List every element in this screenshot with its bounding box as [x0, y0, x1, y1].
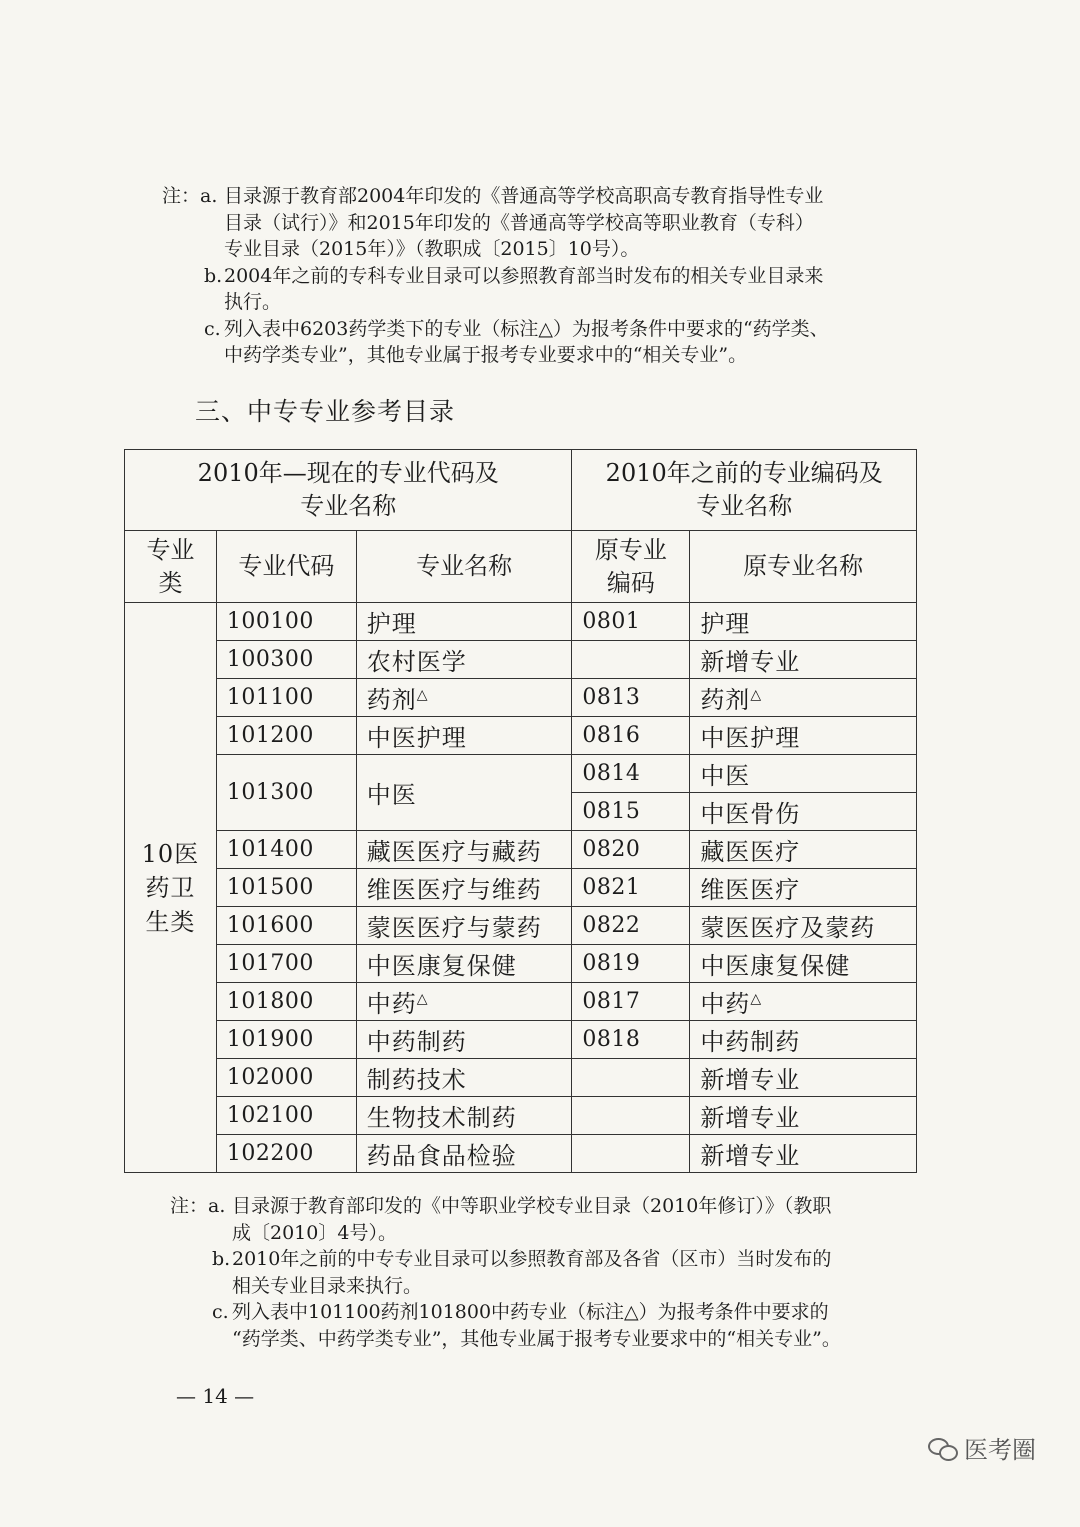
col-old-code: [572, 531, 690, 603]
note-a-line: 成〔2010〕4号）。: [232, 1221, 397, 1244]
header-old-line: 2010年之前的专业编码及: [605, 459, 883, 487]
category-cell: [125, 603, 217, 1173]
note-b-lead: b.: [212, 1248, 231, 1270]
table-row: [125, 717, 917, 755]
old-name-cell: [690, 983, 917, 1021]
old-name-cell: 中医骨伤: [690, 793, 917, 831]
old-code-cell: [572, 641, 690, 679]
table-row: [125, 1021, 917, 1059]
name-cell: 维医医疗与维药: [356, 869, 572, 907]
note-a-line: 目录源于教育部2004年印发的《普通高等学校高职高专教育指导性专业: [224, 185, 824, 207]
header-old: [572, 450, 917, 531]
table-row: [125, 1059, 917, 1097]
table-row: [125, 983, 917, 1021]
code-cell: 101300: [216, 755, 356, 831]
old-name-cell: 中药制药: [690, 1021, 917, 1059]
old-name-cell: 中医护理: [690, 717, 917, 755]
table-row: [125, 945, 917, 983]
code-cell: 100300: [216, 641, 356, 679]
col-code: 专业代码: [216, 531, 356, 603]
header-new-line: 2010年—现在的专业代码及: [197, 459, 499, 487]
table-row: [125, 641, 917, 679]
code-cell: 102000: [216, 1059, 356, 1097]
col-old-code-line: 编码: [606, 568, 655, 597]
watermark-text: 医考圈: [964, 1436, 1036, 1464]
code-cell: 101600: [216, 907, 356, 945]
note-a-line: 目录源于教育部印发的《中等职业学校专业目录（2010年修订）》（教职: [232, 1195, 832, 1217]
category-line: 生类: [145, 907, 196, 936]
mark: △: [750, 991, 763, 1007]
name-cell: 中医康复保健: [356, 945, 572, 983]
note-a-line: 专业目录（2015年）》（教职成〔2015〕10号）。: [224, 238, 640, 260]
col-category-line: 专业: [146, 535, 195, 564]
watermark: [928, 1430, 1036, 1465]
old-name-cell: 新增专业: [690, 1059, 917, 1097]
table-row: [125, 869, 917, 907]
old-code-cell: 0820: [572, 831, 690, 869]
header-new-line: 专业名称: [300, 492, 397, 520]
code-cell: 100100: [216, 603, 356, 641]
old-name-cell: 中医: [690, 755, 917, 793]
section-title: 三、中专专业参考目录: [195, 397, 456, 426]
old-code-cell: 0821: [572, 869, 690, 907]
old-name-text: 药剂: [700, 686, 751, 714]
col-category: [125, 531, 217, 603]
old-code-cell: [572, 1097, 690, 1135]
note-b-line: 2004年之前的专科专业目录可以参照教育部当时发布的相关专业目录来: [224, 264, 824, 287]
code-cell: 101100: [216, 679, 356, 717]
old-name-cell: 护理: [690, 603, 917, 641]
table-row: [125, 831, 917, 869]
mark: △: [416, 991, 429, 1007]
major-catalog-table: [124, 449, 917, 1173]
old-name-cell: 蒙医医疗及蒙药: [690, 907, 917, 945]
old-code-cell: 0801: [572, 603, 690, 641]
category-line: 10医: [141, 839, 200, 868]
code-cell: 102100: [216, 1097, 356, 1135]
name-cell: 农村医学: [356, 641, 572, 679]
note-b-line: 执行。: [224, 291, 282, 313]
old-name-text: 中药: [700, 990, 751, 1018]
old-name-cell: 新增专业: [690, 1135, 917, 1173]
note-b-lead: b.: [204, 264, 223, 287]
old-code-cell: [572, 1135, 690, 1173]
table-row: [125, 679, 917, 717]
old-code-cell: 0818: [572, 1021, 690, 1059]
old-code-cell: [572, 1059, 690, 1097]
table-row: [125, 907, 917, 945]
name-cell: [356, 679, 572, 717]
old-code-cell: 0813: [572, 679, 690, 717]
code-cell: 101200: [216, 717, 356, 755]
old-code-cell: 0822: [572, 907, 690, 945]
note-b-line: 相关专业目录来执行。: [232, 1274, 423, 1297]
name-cell: 中医: [356, 755, 572, 831]
name-cell: 中药制药: [356, 1021, 572, 1059]
old-name-cell: 维医医疗: [690, 869, 917, 907]
old-code-cell: 0814: [572, 755, 690, 793]
note-a-lead: 注：a.: [162, 185, 218, 207]
code-cell: 101700: [216, 945, 356, 983]
code-cell: 102200: [216, 1135, 356, 1173]
old-code-cell: 0816: [572, 717, 690, 755]
old-name-cell: 新增专业: [690, 1097, 917, 1135]
code-cell: 101900: [216, 1021, 356, 1059]
table-row: [125, 1097, 917, 1135]
name-cell: 中医护理: [356, 717, 572, 755]
table-row: [125, 1135, 917, 1173]
col-category-line: 类: [158, 568, 183, 597]
col-old-code-line: 原专业: [594, 535, 667, 564]
old-name-cell: [690, 679, 917, 717]
name-cell: [356, 983, 572, 1021]
note-a-line: 目录（试行）》和2015年印发的《普通高等学校高等职业教育（专科）: [224, 211, 814, 234]
name-cell: 药品食品检验: [356, 1135, 572, 1173]
name-text: 中药: [366, 990, 417, 1018]
old-name-cell: 藏医医疗: [690, 831, 917, 869]
notes-bottom: [170, 1193, 950, 1352]
header-new: [125, 450, 572, 531]
note-c-lead: c.: [212, 1301, 229, 1323]
header-old-line: 专业名称: [696, 492, 793, 520]
old-name-cell: 新增专业: [690, 641, 917, 679]
name-cell: 藏医医疗与藏药: [356, 831, 572, 869]
code-cell: 101500: [216, 869, 356, 907]
code-cell: 101400: [216, 831, 356, 869]
old-code-cell: 0819: [572, 945, 690, 983]
name-cell: 制药技术: [356, 1059, 572, 1097]
old-code-cell: 0817: [572, 983, 690, 1021]
note-b-line: 2010年之前的中专专业目录可以参照教育部及各省（区市）当时发布的: [232, 1248, 832, 1270]
note-c-lead: c.: [204, 317, 221, 340]
old-code-cell: 0815: [572, 793, 690, 831]
wechat-icon: [928, 1436, 958, 1460]
code-cell: 101800: [216, 983, 356, 1021]
name-cell: 蒙医医疗与蒙药: [356, 907, 572, 945]
page-number: — 14 —: [176, 1384, 255, 1408]
name-text: 药剂: [366, 686, 417, 714]
col-old-name: 原专业名称: [690, 531, 917, 603]
note-a-lead: 注：a.: [170, 1195, 226, 1217]
mark: △: [750, 687, 763, 703]
mark: △: [416, 687, 429, 703]
col-name: 专业名称: [356, 531, 572, 603]
table-row: [125, 603, 917, 641]
old-name-cell: 中医康复保健: [690, 945, 917, 983]
name-cell: 护理: [356, 603, 572, 641]
note-c-line: 列入表中6203药学类下的专业（标注△）为报考条件中要求的“药学类、: [224, 317, 829, 340]
name-cell: 生物技术制药: [356, 1097, 572, 1135]
notes-top: [162, 183, 942, 369]
category-line: 药卫: [145, 873, 196, 902]
note-c-line: 中药学类专业”，其他专业属于报考专业要求中的“相关专业”。: [224, 344, 748, 366]
note-c-line: “药学类、中药学类专业”，其他专业属于报考专业要求中的“相关专业”。: [232, 1327, 841, 1350]
table-row: [125, 755, 917, 793]
note-c-line: 列入表中101100药剂101800中药专业（标注△）为报考条件中要求的: [232, 1301, 829, 1323]
